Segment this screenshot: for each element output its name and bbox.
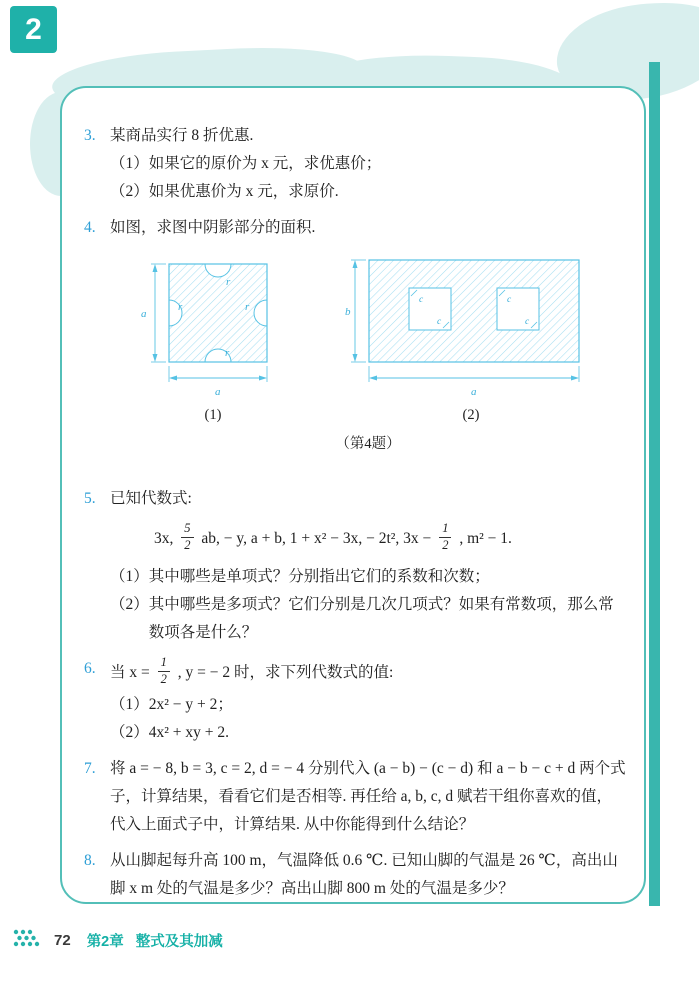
problem-text: 某商品实行 8 折优惠. xyxy=(110,127,254,144)
expression-segment: ab, − y, a + b, 1 + x² − 3x, − 2t², 3x − xyxy=(201,530,432,547)
side-label-a: a xyxy=(471,386,477,398)
problem-subitem xyxy=(110,591,626,647)
problem-body xyxy=(110,214,626,477)
figure-1-shaded-square xyxy=(139,258,287,400)
lead-segment: , y = − 2 时，求下列代数式的值: xyxy=(177,664,394,681)
expression-line xyxy=(154,519,626,559)
lead-segment: 当 x = xyxy=(110,664,150,681)
radius-label-r: r xyxy=(178,301,183,313)
side-label-a: a xyxy=(215,386,221,398)
fraction-numerator: 1 xyxy=(439,521,451,538)
fraction xyxy=(439,521,451,553)
subitem-marker: （2） xyxy=(110,596,149,613)
problem-text: 将 a = − 8, b = 3, c = 2, d = − 4 分别代入 (a − b) − (c − d) 和 a − b − c + d 两个式子，计算结果，看看它们是否相等. 再任给 a, b, c, d 赋若干组你喜欢的值，代入上面式子中，计算结果. 从中你能得到什么结论？ xyxy=(110,760,626,833)
problem-3 xyxy=(84,122,626,206)
figure-1-wrap xyxy=(139,258,287,424)
square-hole-1 xyxy=(409,288,451,330)
problem-subitem xyxy=(110,178,626,206)
problem-subitem xyxy=(110,691,626,719)
figure-group xyxy=(110,254,626,424)
radius-label-r: r xyxy=(225,347,230,359)
problem-body xyxy=(110,122,626,206)
problem-number: 7. xyxy=(84,760,96,777)
radius-label-r: r xyxy=(245,301,250,313)
subitem-text: 4x² + xy + 2. xyxy=(148,724,230,741)
chapter-badge: 2 xyxy=(10,6,57,53)
problem-7 xyxy=(84,755,626,839)
page-number: 72 xyxy=(54,931,71,949)
shaded-region xyxy=(156,258,280,375)
figure-1-caption: (1) xyxy=(204,407,222,423)
right-edge-bar xyxy=(649,62,660,906)
side-label-c: c xyxy=(525,317,530,327)
problem-body xyxy=(110,755,626,839)
fraction xyxy=(181,521,193,553)
problem-5 xyxy=(84,485,626,647)
fraction xyxy=(158,655,170,687)
problem-text: 已知代数式: xyxy=(110,490,192,507)
fraction-denominator: 2 xyxy=(184,537,191,552)
figure-2-wrap xyxy=(345,254,597,424)
figure-2-caption: (2) xyxy=(462,407,480,423)
side-label-a: a xyxy=(141,308,147,320)
subitem-marker: （1） xyxy=(110,696,149,713)
subitem-text: 如果优惠价为 x 元，求原价. xyxy=(148,183,339,200)
side-label-b: b xyxy=(345,306,351,318)
exercise-card xyxy=(60,86,646,904)
side-label-c: c xyxy=(419,295,424,305)
square-hole-2 xyxy=(497,288,539,330)
page-footer xyxy=(10,928,235,952)
problem-body xyxy=(110,655,626,747)
subitem-marker: （1） xyxy=(110,568,149,585)
expression-segment: , m² − 1. xyxy=(459,530,512,547)
footer-chapter-title: 整式及其加减 xyxy=(135,933,223,950)
problem-body xyxy=(110,485,626,647)
footer-dots-logo xyxy=(10,928,44,952)
side-label-c: c xyxy=(507,295,512,305)
subitem-marker: （1） xyxy=(110,155,149,172)
rectangle-outline xyxy=(369,260,579,362)
subitem-marker: （2） xyxy=(110,724,149,741)
subitem-text: 2x² − y + 2； xyxy=(148,696,233,713)
problem-subitem xyxy=(110,563,626,591)
subitem-marker: （2） xyxy=(110,183,149,200)
problem-text: 如图，求图中阴影部分的面积. xyxy=(110,219,316,236)
subitem-text: 如果它的原价为 x 元，求优惠价； xyxy=(148,155,382,172)
side-label-c: c xyxy=(437,317,442,327)
footer-chapter-label: 第2章 xyxy=(86,933,124,950)
fraction-numerator: 5 xyxy=(181,521,193,538)
problem-subitem xyxy=(110,719,626,747)
fraction-denominator: 2 xyxy=(442,537,449,552)
radius-label-r: r xyxy=(226,276,231,288)
figure-2-shaded-rectangle xyxy=(345,254,597,400)
problem-6 xyxy=(84,655,626,747)
subitem-text: 其中哪些是单项式？分别指出它们的系数和次数； xyxy=(148,568,490,585)
expression-segment: 3x, xyxy=(154,530,174,547)
problem-8 xyxy=(84,847,626,903)
problem-body xyxy=(110,847,626,903)
figure-group-caption: （第4题） xyxy=(335,436,401,452)
problem-number: 5. xyxy=(84,490,96,507)
problem-4 xyxy=(84,214,626,477)
problem-text: 从山脚起每升高 100 m，气温降低 0.6 ℃. 已知山脚的气温是 26 ℃，高出山脚 x m 处的气温是多少？高出山脚 800 m 处的气温是多少？ xyxy=(110,852,618,897)
problem-number: 6. xyxy=(84,660,96,677)
problem-number: 8. xyxy=(84,852,96,869)
fraction-denominator: 2 xyxy=(160,671,167,686)
problem-subitem xyxy=(110,150,626,178)
fraction-numerator: 1 xyxy=(158,655,170,672)
subitem-text: 其中哪些是多项式？它们分别是几次几项式？如果有常数项，那么常数项各是什么？ xyxy=(148,596,614,641)
problem-number: 4. xyxy=(84,219,96,236)
problem-text xyxy=(110,655,626,691)
problem-number: 3. xyxy=(84,127,96,144)
